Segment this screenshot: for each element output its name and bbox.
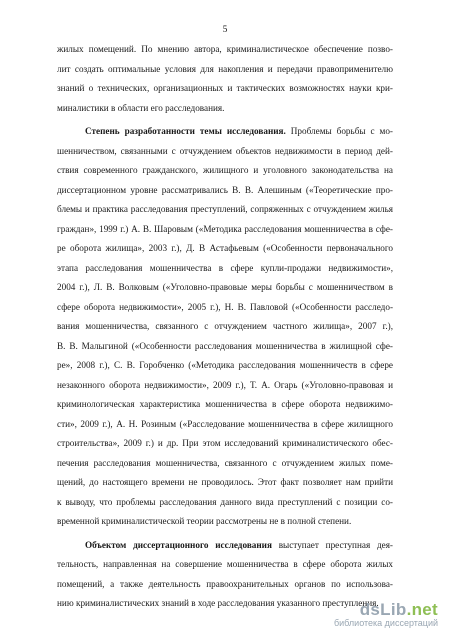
text-line: В. В. Малыгиной («Особенности расследования мошенничества в жилищной сфе- [57,340,393,351]
section-heading: Объектом диссертационного исследования [85,539,272,550]
text-fragment: выступает преступная дея- [271,539,393,550]
text-line: временной криминалистической теории рассмотрены не в полной степени. [57,516,352,526]
text-line: к выводу, что проблемы расследования данного вида преступлений с позиции со- [57,496,393,507]
paragraph-degree-of-development [57,122,393,532]
text-line [57,536,393,556]
text-line: помещений, а также деятельность правоохранительных органов по использова- [57,578,393,589]
dslib-watermark [334,600,438,628]
text-line: ре», 2008 г.), С. В. Горобченко («Методика расследования мошенничеств в сфере [57,360,393,370]
text-line: печения расследования мошенничества, связанного с отчуждением жилых поме- [57,457,393,468]
text-line: этапа расследования мошенничества в сфере купли-продажи недвижимости», [57,262,393,273]
text-line: миналистики в области его расследования. [57,102,225,113]
text-line: граждан», 1999 г.) А. В. Шаровым («Методика расследования мошенничества в сфе- [57,223,393,234]
watermark-subtitle: библиотека диссертаций [333,618,438,628]
text-line: знаний о технических, организационных и тактических возможностях науки кри- [57,83,393,93]
page-number: 5 [222,25,228,35]
text-line: криминологическая характеристика мошенничества в сфере оборота недвижимо- [57,399,393,409]
text-line: ре оборота жилища», 2003 г.), Д. В Астафьевым («Особенности первоначального [57,243,393,253]
text-line: ствия современного гражданского, жилищного и уголовного законодательства на [57,165,393,175]
text-line: строительства», 2009 г.) и др. При этом исследований криминалистического обес- [57,438,393,448]
paragraph-intro-continuation [57,40,393,118]
logo-main-text: dsLib [359,600,407,619]
text-line: сти», 2009 г.), А. Н. Розиным («Расследование мошенничества в сфере жилищного [57,418,393,429]
text-line: шенничеством, связанными с отчуждением объектов недвижимости в период дей- [57,145,393,156]
text-line: нию криминалистических знаний в ходе расследования указанного преступления. [57,598,379,608]
text-line: диссертационном уровне рассматривались В. В. Алешиным («Теоретические про- [57,184,393,195]
text-line: незаконного оборота недвижимости», 2009 г.), Т. А. Огарь («Уголовно-правовая и [57,379,393,390]
text-line: тельность, направленная на совершение мошенничества в сфере оборота жилых [57,559,393,569]
text-fragment: Проблемы борьбы с мо- [285,126,393,136]
text-line: блемы и практика расследования преступлений, сопряженных с отчуждением жилья [57,204,393,214]
text-line: вания мошенничества, связанного с отчуждением частного жилища», 2007 г.), [57,321,393,331]
logo-tld-text: .net [406,600,438,619]
text-line: жилых помещений. По мнению автора, криминалистическое обеспечение позво- [57,44,393,54]
text-line: сфере оборота недвижимости», 2005 г.), Н. В. Павловой («Особенности расследо- [57,301,393,312]
dslib-logo [334,600,438,620]
section-heading: Степень разработанности темы исследования. [85,126,286,136]
text-line [57,122,393,142]
text-line: 2004 г.), Л. В. Волковым («Уголовно-правовые меры борьбы с мошенничеством в [57,282,393,292]
text-line: лит создать оптимальные условия для накопления и передачи правоприменителю [57,63,393,74]
document-body [57,40,393,614]
text-line: щений, до настоящего времени не проводилось. Этот факт позволяет нам прийти [57,477,393,487]
